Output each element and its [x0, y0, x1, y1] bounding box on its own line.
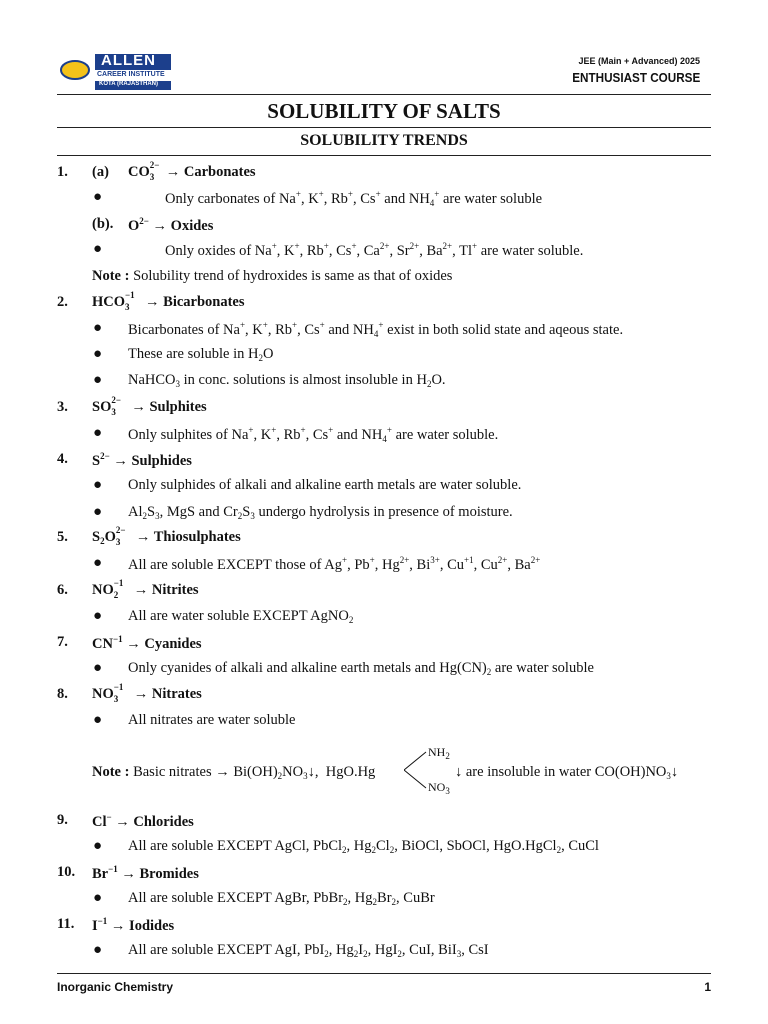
item-heading: NO −1 3 → Nitrates	[92, 681, 202, 704]
bullet-icon: ●	[93, 838, 103, 854]
bullet-text: Only carbonates of Na+, K+, Rb+, Cs+ and $NH_4^+$ are water soluble	[165, 189, 543, 208]
header-rule	[57, 94, 711, 95]
bullet-text: Bicarbonates of Na+, K+, Rb+, Cs+ and $NH_4^+$ exist in both solid state and aqeous state.	[128, 320, 624, 339]
item-number: 3.	[57, 399, 68, 415]
structure-label: $NH_2$	[428, 745, 450, 761]
subitem-label: (a)	[92, 164, 109, 180]
item-number: 1.	[57, 164, 68, 180]
allen-logo	[57, 52, 175, 92]
subitem-label: (b).	[92, 216, 114, 232]
logo-city: KOTA (RAJASTHAN)	[99, 81, 158, 87]
bullet-icon: ●	[93, 346, 103, 362]
item-heading: $S^{2-}$ → Sulphides	[92, 451, 192, 469]
page-number: 1	[704, 980, 711, 994]
item-number: 11.	[57, 916, 75, 932]
item-heading: HCO −1 3 → Bicarbonates	[92, 289, 245, 312]
item-heading: $Br^{-1}$ → Bromides	[92, 864, 199, 882]
item-heading: $I^{-1}$ → Iodides	[92, 916, 175, 934]
item-heading: $O^{2-}$ → Oxides	[128, 216, 214, 234]
page-subtitle: SOLUBILITY TRENDS	[300, 132, 468, 149]
hgo-structure-bonds	[404, 748, 428, 792]
bullet-text: All are soluble EXCEPT AgCl, PbCl$_2$, $Hg_2Cl_2$, BiOCl, SbOCl, HgO.HgCl$_2$, CuCl	[128, 838, 599, 855]
item-number: 9.	[57, 812, 68, 828]
bullet-icon: ●	[93, 660, 103, 676]
bullet-text: Only oxides of Na+, K+, Rb+, Cs+, $Ca^{2+}$, $Sr^{2+}$, $Ba^{2+}$, Tl+ are water soluble.	[165, 241, 584, 259]
bullet-text: Only sulphides of alkali and alkaline earth metals are water soluble.	[128, 477, 522, 493]
item-number: 2.	[57, 294, 68, 310]
bullet-icon: ●	[93, 890, 103, 906]
note-basic-nitrates: Note : Basic nitrates → $Bi(OH)_2NO_3↓$, HgO.Hg	[92, 764, 376, 781]
bullet-text: All nitrates are water soluble	[128, 712, 296, 728]
item-heading: NO −1 2 → Nitrites	[92, 577, 199, 600]
item-heading: $CN^{-1}$ → Cyanides	[92, 634, 202, 652]
footer-rule	[57, 973, 711, 974]
note-text: ↓ are insoluble in water $CO(OH)NO_3↓$	[455, 764, 679, 781]
item-number: 5.	[57, 529, 68, 545]
bullet-icon: ●	[93, 189, 103, 205]
item-heading: $S_2O$ 2− 3 → Thiosulphates	[92, 524, 241, 547]
bullet-text: $Al_2S_3$, MgS and $Cr_2S_3$ undergo hydrolysis in presence of moisture.	[128, 504, 513, 521]
bullet-icon: ●	[93, 320, 103, 336]
structure-label: $NO_3$	[428, 780, 450, 796]
bullet-icon: ●	[93, 241, 103, 257]
item-number: 10.	[57, 864, 76, 880]
item-number: 7.	[57, 634, 68, 650]
bullet-icon: ●	[93, 504, 103, 520]
item-number: 8.	[57, 686, 68, 702]
footer-subject: Inorganic Chemistry	[57, 980, 174, 994]
bullet-text: All are water soluble EXCEPT AgNO$_2$	[128, 608, 354, 625]
item-number: 4.	[57, 451, 68, 467]
logo-subtext: CAREER INSTITUTE	[97, 71, 165, 78]
subtitle-rule	[57, 155, 711, 156]
bullet-icon: ●	[93, 477, 103, 493]
item-heading: SO 2− 3 → Sulphites	[92, 394, 207, 417]
bullet-icon: ●	[93, 372, 103, 388]
bullet-icon: ●	[93, 425, 103, 441]
bullet-text: These are soluble in $H_2O$	[128, 346, 274, 363]
bullet-text: NaHCO$_3$ in conc. solutions is almost insoluble in $H_2O$.	[128, 372, 446, 389]
logo-text: ALLEN	[101, 52, 156, 69]
note-text: Note : Solubility trend of hydroxides is same as that of oxides	[92, 268, 453, 284]
course-name: ENTHUSIAST COURSE	[571, 70, 700, 85]
item-heading: CO 2− 3 → Carbonates	[128, 159, 256, 182]
title-rule	[57, 127, 711, 128]
bullet-icon: ●	[93, 608, 103, 624]
bullet-text: Only sulphites of Na+, K+, Rb+, Cs+ and $NH_4^+$ are water soluble.	[128, 425, 499, 444]
page-title: SOLUBILITY OF SALTS	[267, 99, 501, 123]
item-heading: Cl− → Chlorides	[92, 812, 194, 830]
bullet-icon: ●	[93, 712, 103, 728]
bullet-text: All are soluble EXCEPT AgI, PbI$_2$, $Hg_2I_2$, HgI$_2$, CuI, BiI$_3$, CsI	[128, 942, 489, 959]
bullet-text: Only cyanides of alkali and alkaline earth metals and $Hg(CN)_2$ are water soluble	[128, 660, 594, 677]
bullet-text: All are soluble EXCEPT AgBr, PbBr$_2$, $Hg_2Br_2$, CuBr	[128, 890, 435, 907]
bullet-text: All are soluble EXCEPT those of Ag+, Pb+, $Hg^{2+}$, $Bi^{3+}$, $Cu^{+1}$, $Cu^{2+}$, $Ba^{2+}$	[128, 555, 541, 573]
bullet-icon: ●	[93, 942, 103, 958]
item-number: 6.	[57, 582, 68, 598]
course-label: JEE (Main + Advanced) 2025	[578, 56, 700, 66]
bullet-icon: ●	[93, 555, 103, 571]
